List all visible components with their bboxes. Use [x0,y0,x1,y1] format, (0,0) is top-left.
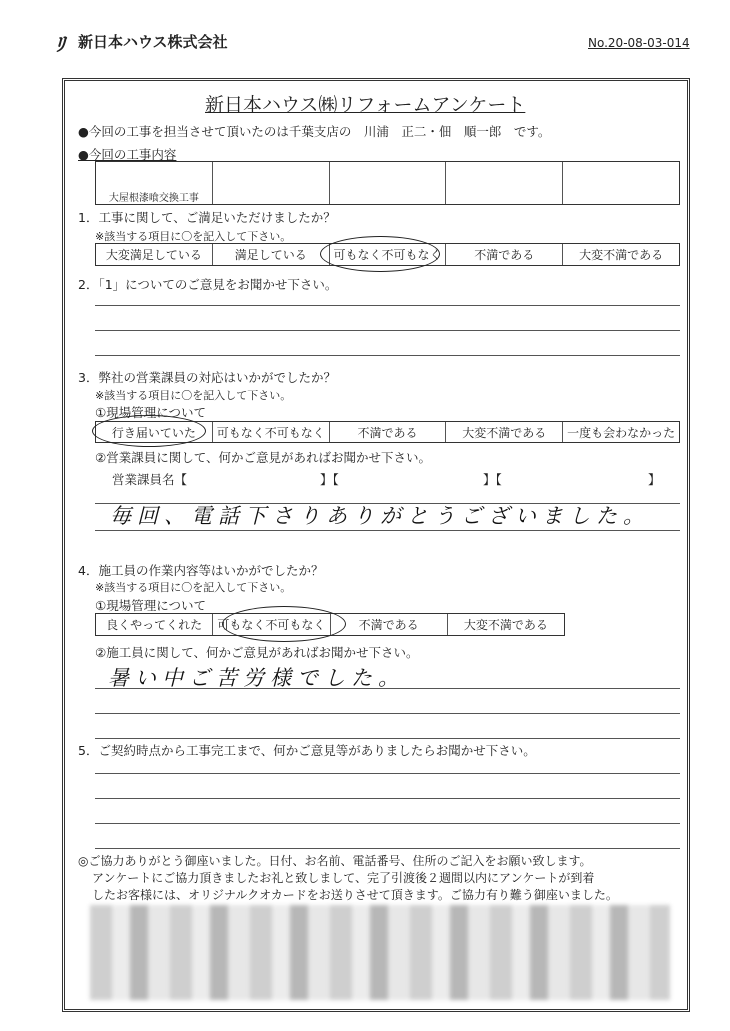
q3-question: 3．弊社の営業課員の対応はいかがでしたか？ [78,370,336,385]
q4-question: 4．施工員の作業内容等はいかがでしたか？ [78,563,324,578]
q4-option[interactable]: 不満である [330,614,447,635]
q3-handwritten-comment: 毎回、電話下さりありがとうございました。 [110,504,650,528]
q1-option[interactable]: 大変満足している [105,248,202,262]
work-table [95,161,680,205]
q4-option-selected[interactable]: 可もなく不可もなく [212,614,329,635]
q4-note: ※該当する項目に〇を記入して下さい。 [95,581,292,594]
q3-option[interactable]: 可もなく不可もなく [212,422,329,442]
answer-line [95,330,680,331]
q4-option[interactable]: 良くやってくれた [106,618,203,632]
work-cell [329,162,446,204]
answer-line [95,305,680,306]
company-logo-icon: ﾘ [55,32,65,56]
q2-question: 2．「1」についてのご意見をお聞かせ下さい。 [78,277,338,292]
answer-line [95,798,680,799]
redacted-personal-info [90,905,670,1000]
form-title: 新日本ハウス㈱リフォームアンケート [205,94,526,116]
q3-note: ※該当する項目に〇を記入して下さい。 [95,389,292,402]
q4-sub1: ①現場管理について [95,598,206,613]
staff-name-label: 営業課員名【 [112,472,188,487]
work-cell [212,162,329,204]
q3-sub1: ①現場管理について [95,405,206,420]
answer-line [95,355,680,356]
q3-option[interactable]: 一度も会わなかった [562,422,679,442]
q1-option[interactable]: 大変不満である [562,244,679,265]
selection-circle [320,236,440,272]
q1-option[interactable]: 不満である [445,244,562,265]
q4-sub2: ②施工員に関して、何かご意見があればお聞かせ下さい。 [95,645,419,660]
q1-note: ※該当する項目に〇を記入して下さい。 [95,230,292,243]
bracket: 】【 [483,472,502,487]
company-name: 新日本ハウス株式会社 [78,33,228,51]
answer-line [95,688,680,689]
selection-circle [92,415,206,447]
footer-line: アンケートにご協力頂きましたお礼と致しまして、完了引渡後２週間以内にアンケートが到着 [92,871,595,885]
intro-text: ●今回の工事を担当させて頂いたのは千葉支店の 川浦 正二・佃 順一郎 です。 [78,124,551,139]
bracket: 】 [648,472,661,487]
q4-handwritten-comment: 暑い中ご苦労様でした。 [108,666,405,690]
work-label: ●今回の工事内容 [78,147,177,162]
q1-option-selected[interactable]: 可もなく不可もなく [329,244,446,265]
q1-question: 1．工事に関して、ご満足いただけましたか？ [78,210,336,225]
q5-question: 5．ご契約時点から工事完工まで、何かご意見等がありましたらお聞かせ下さい。 [78,743,536,758]
q4-option[interactable]: 大変不満である [447,614,564,635]
work-cell [562,162,679,204]
footer-line: したお客様には、オリジナルクオカードをお送りさせて頂きます。ご協力有り難う御座いました。 [92,888,618,902]
q3-option[interactable]: 不満である [329,422,446,442]
bracket: 】【 [320,472,339,487]
answer-line [95,823,680,824]
work-cell: 大屋根漆喰交換工事 [108,193,199,204]
q1-option[interactable]: 満足している [212,244,329,265]
answer-line [95,773,680,774]
document-number: No.20-08-03-014 [588,36,690,50]
q3-sub2: ②営業課員に関して、何かご意見があればお聞かせ下さい。 [95,450,431,465]
q3-option[interactable]: 大変不満である [445,422,562,442]
answer-line [95,713,680,714]
work-cell [445,162,562,204]
q3-option-selected[interactable]: 行き届いていた [111,425,196,440]
selection-circle [222,606,346,642]
answer-line [95,848,680,849]
footer-line: ◎ご協力ありがとう御座いました。日付、お名前、電話番号、住所のご記入をお願い致します。 [78,854,592,868]
answer-line [95,530,680,531]
answer-line [95,738,680,739]
